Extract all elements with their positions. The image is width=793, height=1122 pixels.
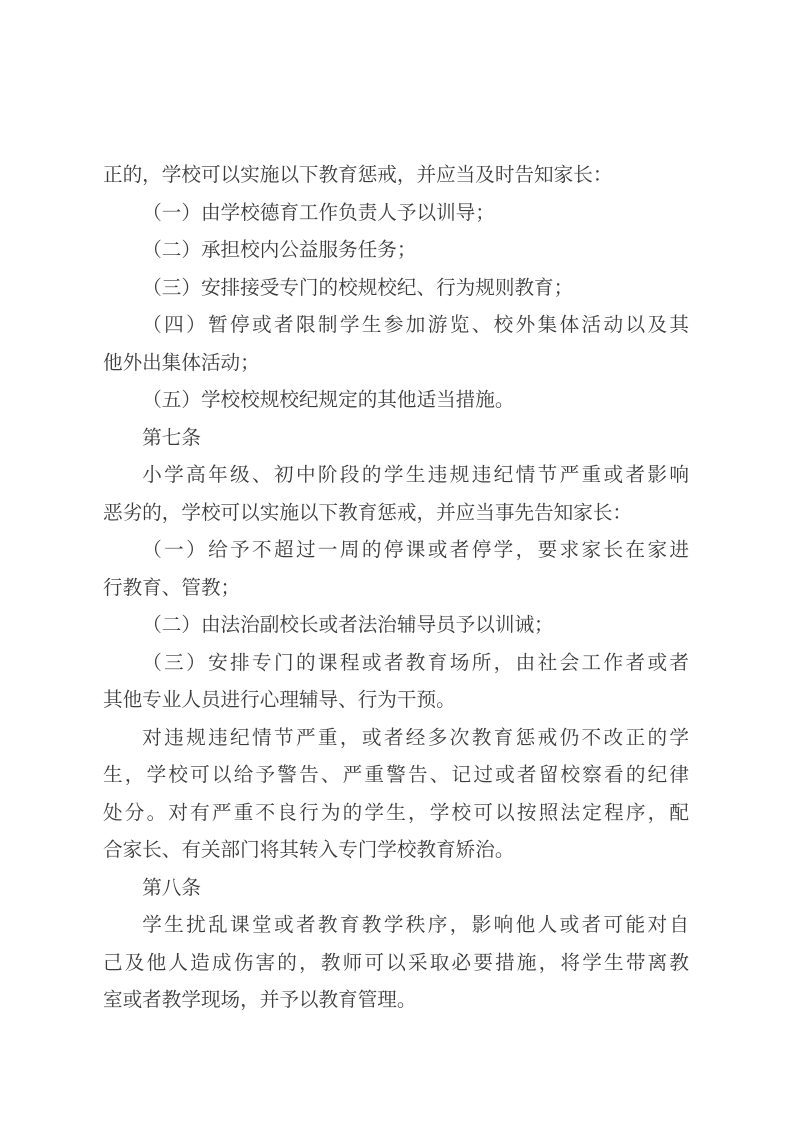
list-item-1: （一）给予不超过一周的停课或者停学，要求家长在家进 [142, 540, 689, 561]
text-line: 处分。对有严重不良行为的学生，学校可以按照法定程序，配 [103, 802, 689, 824]
list-item-4: （四）暂停或者限制学生参加游览、校外集体活动以及其 [142, 315, 689, 336]
text-line: 正的，学校可以实施以下教育惩戒，并应当及时告知家长： [103, 165, 613, 186]
text-line: 对违规违纪情节严重，或者经多次教育惩戒仍不改正的学 [142, 727, 689, 749]
text-line: 生，学校可以给予警告、严重警告、记过或者留校察看的纪律 [103, 765, 689, 786]
text-line: 学生扰乱课堂或者教育教学秩序，影响他人或者可能对自 [142, 915, 689, 936]
text-line: 其他专业人员进行心理辅导、行为干预。 [103, 690, 456, 711]
article-7-heading: 第七条 [142, 427, 201, 449]
text-line: 室或者教学现场，并予以教育管理。 [103, 990, 417, 1011]
list-item-1: （一）由学校德育工作负责人予以训导； [142, 202, 495, 224]
article-8-heading: 第八条 [142, 877, 201, 899]
text-line: 己及他人造成伤害的，教师可以采取必要措施，将学生带离教 [103, 952, 689, 974]
list-item-2: （二）由法治副校长或者法治辅导员予以训诫； [142, 615, 554, 636]
text-line: 行教育、管教； [103, 577, 241, 599]
text-line: 他外出集体活动； [103, 352, 260, 374]
list-item-5: （五）学校校规校纪规定的其他适当措施。 [142, 390, 515, 411]
text-line: 合家长、有关部门将其转入专门学校教育矫治。 [103, 840, 515, 861]
document-text-block [103, 157, 689, 1020]
text-line: 恶劣的，学校可以实施以下教育惩戒，并应当事先告知家长： [103, 502, 633, 524]
text-line: 小学高年级、初中阶段的学生违规违纪情节严重或者影响 [142, 465, 689, 486]
list-item-2: （二）承担校内公益服务任务； [142, 240, 417, 261]
list-item-3: （三）安排接受专门的校规校纪、行为规则教育； [142, 277, 574, 299]
list-item-3: （三）安排专门的课程或者教育场所，由社会工作者或者 [142, 652, 689, 674]
